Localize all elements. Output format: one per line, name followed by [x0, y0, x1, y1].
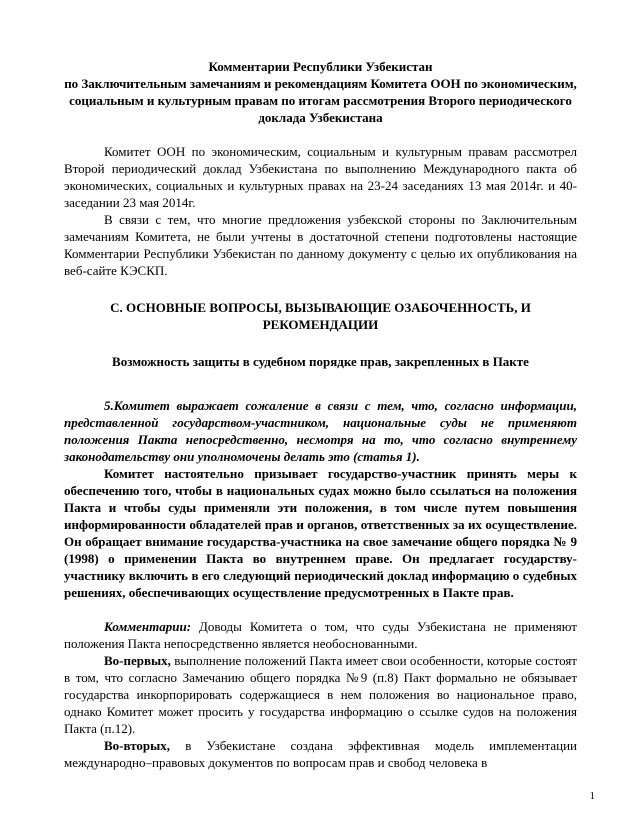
document-title-line2: по Заключительным замечаниям и рекомендациям Комитета ООН по экономическим, социальным и культурным правам по итогам рассмотрения Второго периодического доклада Узбекистана [64, 76, 577, 125]
subsection-heading: Возможность защиты в судебном порядке прав, закрепленных в Пакте [112, 354, 529, 369]
page-number: 1 [589, 790, 595, 802]
committee-regret-paragraph: 5.Комитет выражает сожаление в связи с тем, что, согласно информации, представленной государством-участником, национальные суды не применяют положения Пакта непосредственно, несмотря на то, что согласно внутреннему законодательству они уполномочены делать это (статья 1). [64, 398, 577, 464]
comments-paragraph [64, 618, 577, 652]
second-point-paragraph [64, 737, 577, 771]
intro-paragraph-2: В связи с тем, что многие предложения узбекской стороны по Заключительным замечаниям Комитета, не были учтены в достаточной степени подготовлены настоящие Комментарии Республики Узбекистан по данному документу с целью их опубликования на веб-сайте КЭСКП. [64, 212, 577, 278]
comments-text: Доводы Комитета о том, что суды Узбекистана не применяют положения Пакта непосредственно является необоснованными. [64, 619, 577, 651]
document-title-line1: Комментарии Республики Узбекистан [208, 59, 433, 74]
second-point-text: в Узбекистане создана эффективная модель имплементации международно–правовых документов по вопросам прав и свобод человека в [64, 738, 577, 770]
intro-paragraph-1: Комитет ООН по экономическим, социальным и культурным правам рассмотрел Второй периодический доклад Узбекистана по выполнению Международного пакта об экономических, социальных и культурных правах на 23-24 заседаниях 13 мая 2014г. и 40-заседании 23 мая 2014г. [64, 144, 577, 210]
comments-label: Комментарии: [104, 619, 192, 634]
section-heading: С. ОСНОВНЫЕ ВОПРОСЫ, ВЫЗЫВАЮЩИЕ ОЗАБОЧЕННОСТЬ, И РЕКОМЕНДАЦИИ [110, 300, 531, 332]
first-point-text: выполнение положений Пакта имеет свои особенности, которые состоят в том, что согласно Замечанию общего порядка №9 (п.8) Пакт формально не обязывает государства инкорпорировать содержащиеся в нем положения во национальное право, однако Комитет может просить у государства информацию о ссылке судов на положения Пакта (п.12). [64, 653, 577, 736]
first-point-paragraph [64, 652, 577, 737]
second-point-label: Во-вторых, [104, 738, 171, 753]
committee-recommendation-paragraph: Комитет настоятельно призывает государство-участник принять меры к обеспечению того, чтобы в национальных судах можно было ссылаться на положения Пакта и чтобы суды применяли эти положения, в том числе путем повышения информированности обладателей прав и органов, ответственных за их осуществление. Он обращает внимание государства-участника на свое замечание общего порядка № 9 (1998) о применении Пакта во внутреннем праве. Он предлагает государству-участнику включить в его следующий периодический доклад информацию о судебных решениях, обеспечивающих осуществление предусмотренных в Пакте прав. [64, 466, 577, 600]
first-point-label: Во-первых, [104, 653, 171, 668]
document-title [64, 58, 577, 126]
